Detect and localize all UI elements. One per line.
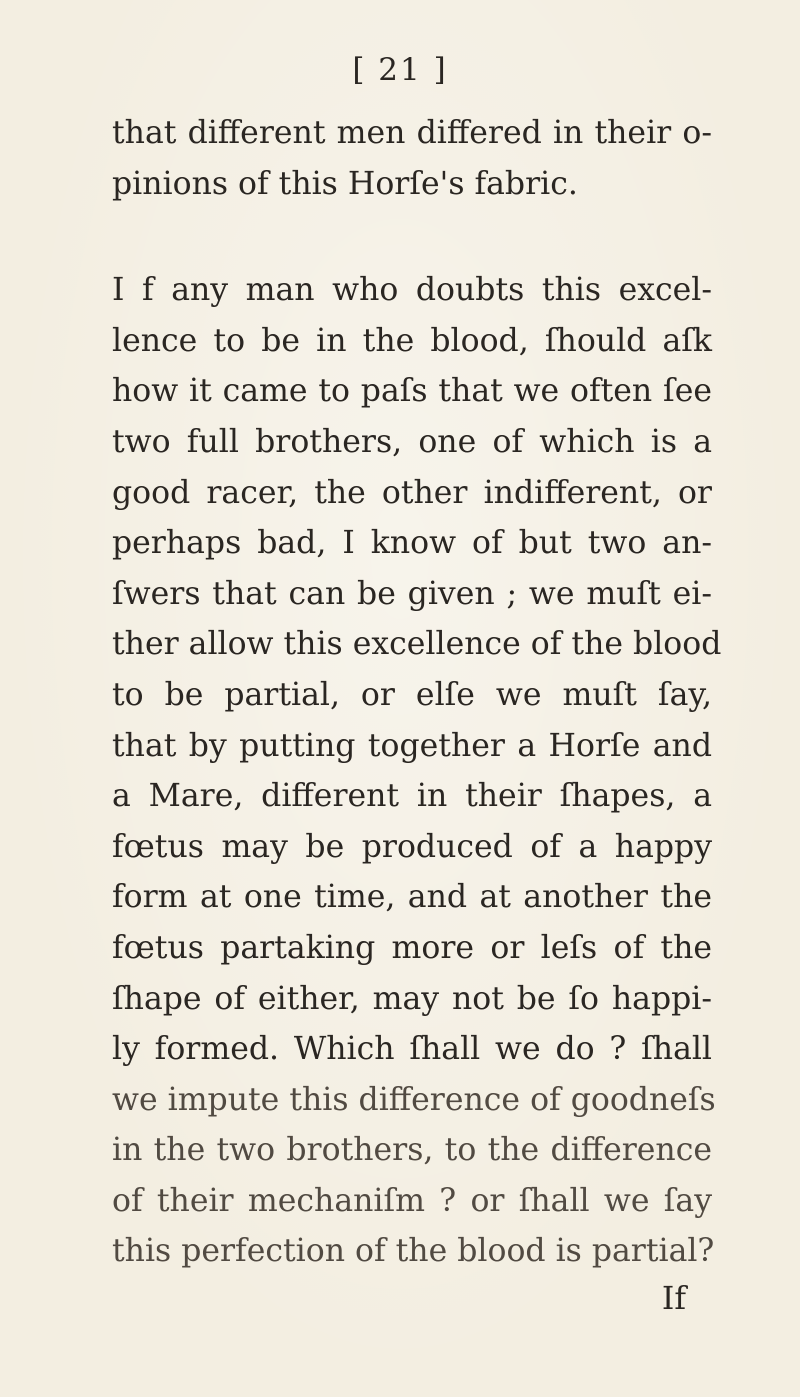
text-line: that by putting together a Horſe and (112, 727, 712, 764)
text-line: fœtus partaking more or leſs of the (112, 929, 712, 966)
text-line: ly formed. Which ſhall we do ? ſhall (112, 1031, 712, 1068)
text-line: good racer, the other indifferent, or (112, 474, 712, 511)
text-line: ſhape of either, may not be ſo happi- (112, 980, 712, 1017)
text-line: form at one time, and at another the (112, 879, 712, 916)
text-line: of their mechaniſm ? or ſhall we ſay (112, 1182, 712, 1219)
text-line: we impute this difference of goodneſs (112, 1081, 716, 1118)
text-line: ſwers that can be given ; we muſt ei- (112, 575, 712, 612)
paragraph-gap (112, 209, 712, 265)
text-line: pinions of this Horſe's fabric. (112, 165, 578, 202)
page-number: [ 21 ] (352, 52, 448, 88)
text-line: how it came to paſs that we often ſee (112, 373, 712, 410)
text-line: a Mare, different in their ſhapes, a (112, 778, 712, 815)
text-line: perhaps bad, I know of but two an- (112, 525, 712, 562)
text-line: in the two brothers, to the difference (112, 1132, 712, 1169)
text-line: two full brothers, one of which is a (112, 423, 712, 460)
text-line: to be partial, or elſe we muſt ſay, (112, 676, 712, 713)
text-line: I f any man who doubts this excel- (112, 272, 712, 309)
text-line: lence to be in the blood, ſhould aſk (112, 322, 712, 359)
text-line: that different men differed in their o- (112, 115, 712, 151)
text-line: this perfection of the blood is partial? (112, 1233, 715, 1270)
body-text (112, 108, 722, 1321)
text-line: ther allow this excellence of the blood (112, 626, 722, 663)
text-line: fœtus may be produced of a happy (112, 828, 712, 865)
catchword: If (661, 1281, 686, 1318)
